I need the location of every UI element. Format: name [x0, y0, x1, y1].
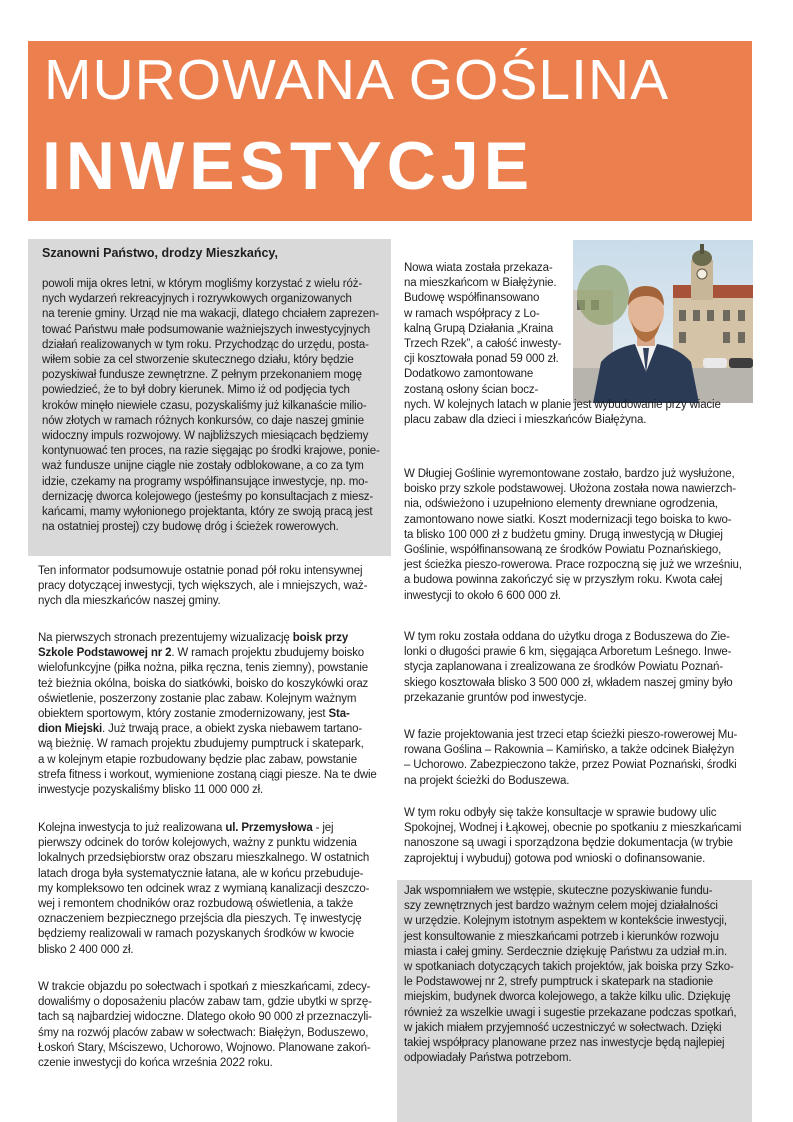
text-line: strefa fitness i workout, wymienione zostaną ciągi piesze. Na te dwie: [38, 768, 377, 781]
text-line: powiedzieć, że to był dobry kierunek. Mimo iż od podjęcia tych: [42, 384, 350, 397]
text-line: lonki o długości prawie 6 km, sięgająca Arboretum Leśnego. Inwe-: [404, 646, 732, 659]
text-line: tować Państwu małe podsumowanie ważniejszych inwestycyjnych: [42, 323, 370, 336]
text-line: stycja zaplanowana i zrealizowana ze środków Powiatu Poznań-: [404, 661, 723, 674]
przemyslowa-paragraph: [38, 821, 369, 958]
text-line: nych dla mieszkańców naszej gminy.: [38, 595, 221, 608]
text-line: jest konsultowanie z mieszkańcami potrzeb i kierunków rozwoju: [404, 930, 719, 943]
school-project-paragraph: [38, 631, 377, 798]
text-line: blisko 2 400 000 zł.: [38, 943, 134, 956]
text-line: odpowiadały Państwa potrzebom.: [404, 1052, 572, 1065]
text-line: Łoskoń Stary, Mściszewo, Uchorowo, Wojnowo. Planowane zakoń-: [38, 1041, 371, 1054]
text-line: boisko przy szkole podstawowej. Ułożona została nowa nawierzch-: [404, 483, 736, 496]
text-line: nych. W kolejnych latach w planie jest wybudowanie przy wiacie: [404, 398, 721, 411]
text-line: miejskim, budynek dworca kolejowego, a także kilku ulic. Dziękuję: [404, 991, 731, 1004]
greeting: Szanowni Państwo, drodzy Mieszkańcy,: [42, 246, 278, 260]
text-line: zostaną osłony ścian bocz-: [404, 383, 539, 396]
text-line: nych wydarzeń rekreacyjnych i rozrywkowych organizowanych: [42, 293, 352, 306]
text-line: nia, odświeżono i uzupełniono elementy drewniane ogrodzenia,: [404, 498, 718, 511]
text-line: Spokojnej, Wodnej i Łąkowej, obecnie po spotkaniu z mieszkańcami: [404, 822, 742, 835]
playgrounds-paragraph: [38, 980, 372, 1071]
text-line: na ostatniej prostej) czy budowę dróg i ścieżek rowerowych.: [42, 521, 339, 534]
town-name: MUROWANA GOŚLINA: [44, 48, 670, 112]
text-line: kańcami, mamy wyłonionego projektanta, który ze swoją pracą jest: [42, 506, 373, 519]
road-paragraph: [404, 630, 733, 706]
text-line: zamontowano nowe siatki. Koszt modernizacji tego boiska to kwo-: [404, 513, 732, 526]
text-line: waż fundusze unijne ciągle nie zostały odblokowane, a co za tym: [42, 460, 364, 473]
text-line: w urzędzie. Kolejnym istotnym aspektem w kontekście inwestycji,: [404, 915, 727, 928]
text-line: nanoszone są uwagi i sporządzona będzie dokumentacja (w trybie: [404, 837, 733, 850]
text-line: W tym roku została oddana do użytku droga z Boduszewa do Zie-: [404, 631, 730, 643]
text-line: Na pierwszych stronach prezentujemy wizualizację boisk przy: [38, 632, 349, 644]
dluga-goslina-paragraph: [404, 467, 742, 604]
text-line: na mieszkańcom w Białężynie.: [404, 277, 557, 290]
text-line: Goślinie, współfinansowaną ze środków Powiatu Poznańskiego,: [404, 544, 722, 557]
text-line: lokalnych przedsiębiorstw oraz obszaru mieszkalnego. W ostatnich: [38, 852, 370, 865]
text-line: W trakcie objazdu po sołectwach i spotkań z mieszkańcami, zdecy-: [38, 981, 371, 993]
text-line: latach droga była systematycznie łatana, ale w końcu przebuduje-: [38, 867, 364, 880]
bike-path-paragraph: [404, 728, 737, 789]
text-line: takiej współpracy planowane przez nas inwestycje będą najlepiej: [404, 1037, 725, 1050]
text-line: idzie, czekamy na programy współfinansujące inwestycje, np. mo-: [42, 475, 369, 488]
text-line: rowana Goślina – Rakownia – Kamińsko, a także odcinek Białężyn: [404, 744, 735, 757]
text-line: dowaliśmy o doposażeniu placów zabaw tam, gdzie ubytki w sprzę-: [38, 996, 372, 1009]
text-line: kroków minęło niewiele czasu, pozyskaliśmy już kilkanaście milio-: [42, 399, 367, 412]
text-line: oświetlenie, poszerzony zostanie plac zabaw. Kolejnym ważnym: [38, 692, 357, 705]
text-line: działań realizowanych w tym roku. Przychodząc do urzędu, posta-: [42, 338, 369, 351]
text-line: szy zewnętrznych jest bardzo ważnym celem mojej działalności: [404, 900, 718, 913]
text-line: przekazanie gruntów pod inwestycje.: [404, 691, 587, 704]
text-line: miasta i całej gminy. Serdecznie dziękuję Państwu za udział m.in.: [404, 945, 728, 958]
text-line: Kolejna inwestycja to już realizowana ul. Przemysłowa - jej: [38, 822, 334, 834]
text-line: wej i remontem chodników oraz rozbudową oświetlenia, a także: [38, 898, 354, 911]
text-line: oznaczeniem bezpiecznego przejścia dla pieszych. Tę inwestycję: [38, 913, 362, 926]
text-line: inwestycji to około 6 600 000 zł.: [404, 589, 561, 602]
text-line: widoczny impuls rozwojowy. W najbliższych miesiącach będziemy: [42, 430, 369, 443]
text-line: będziemy realizowali w ramach pozyskanych środków w kwocie: [38, 928, 354, 941]
text-line: Dodatkowo zamontowane: [404, 368, 534, 381]
text-line: Jak wspomniałem we wstępie, skuteczne pozyskiwanie fundu-: [404, 885, 713, 897]
page-headline: INWESTYCJE: [42, 128, 535, 204]
text-line: powoli mija okres letni, w którym mogliśmy korzystać z wielu róż-: [42, 278, 362, 290]
text-line: W Długiej Goślinie wyremontowane zostało, bardzo już wysłużone,: [404, 468, 735, 480]
shelter-paragraph: [404, 261, 721, 428]
text-line: wą bieżnię. W ramach projektu zbudujemy pumptruck i skatepark,: [38, 738, 364, 751]
text-line: a w kolejnym etapie rozbudowany będzie plac zabaw, powstanie: [38, 753, 357, 766]
text-line: Trzech Rzek”, a całość inwesty-: [404, 338, 562, 351]
text-line: w jakich miałem przyjemność uczestniczyć w sołectwach. Dzięki: [404, 1021, 722, 1034]
text-line: cji kosztowała ponad 59 000 zł.: [404, 353, 559, 366]
text-line: na projekt ścieżki do Boduszewa.: [404, 774, 570, 787]
text-line: a budowa powinna zakończyć się w przyszłym roku. Kwota całej: [404, 574, 723, 587]
text-line: śmy na rozwój placów zabaw w sołectwach: Białężyn, Boduszewo,: [38, 1026, 369, 1039]
text-line: w spotkaniach dotyczących takich projektów, jak boiska przy Szko-: [404, 961, 734, 974]
text-line: tach są najbardziej widoczne. Dlatego około 90 000 zł przeznaczyli-: [38, 1011, 372, 1024]
text-line: W fazie projektowania jest trzeci etap ścieżki pieszo-rowerowej Mu-: [404, 729, 738, 741]
text-line: kalną Grupą Działania „Kraina: [404, 322, 554, 335]
text-line: obiektem sportowym, który zostanie zmodernizowany, jest Sta-: [38, 708, 350, 721]
intro-paragraph: [42, 277, 380, 535]
text-line: my kompleksowo ten odcinek wraz z wymianą kanalizacji deszczo-: [38, 882, 370, 895]
text-line: inwestycje pozyskaliśmy blisko 11 000 000 zł.: [38, 784, 264, 797]
closing-paragraph: [404, 884, 736, 1066]
text-line: zaprojektuj i wybuduj) gotowa pod wnioski o dofinansowanie.: [404, 852, 706, 865]
text-line: czenie inwestycji do końca września 2022 roku.: [38, 1057, 273, 1070]
text-line: skiego kosztowała blisko 3 500 000 zł, wkładem naszej gminy było: [404, 676, 733, 689]
text-line: jest ścieżka pieszo-rowerowa. Prace rozpoczną się już we wrześniu,: [404, 559, 742, 572]
text-line: dion Miejski. Już trwają prace, a obiekt zyska niebawem tartano-: [38, 723, 363, 736]
text-line: placu zabaw dla dzieci i mieszkańców Białężyna.: [404, 414, 647, 427]
text-line: kontynuować ten proces, na razie sięgając po środki krajowe, ponie-: [42, 445, 380, 458]
text-line: na terenie gminy. Urząd nie ma wakacji, dlatego chciałem zaprezen-: [42, 308, 379, 321]
text-line: również za wszelkie uwagi i sugestie przekazane podczas spotkań,: [404, 1006, 737, 1019]
text-line: Szkole Podstawowej nr 2. W ramach projektu zbudujemy boisko: [38, 647, 365, 660]
text-line: nów złotych w ramach różnych konkursów, co daje naszej gminie: [42, 414, 364, 427]
text-line: wiłem sobie za cel stworzenie skutecznego działu, który będzie: [42, 354, 354, 367]
text-line: pierwszy odcinek do torów kolejowych, ważny z punktu widzenia: [38, 837, 357, 850]
text-line: le Podstawowej nr 2, strefy pumptruck i skatepark na stadionie: [404, 976, 714, 989]
text-line: w ramach współpracy z Lo-: [404, 307, 540, 320]
text-line: Budowę współfinansowano: [404, 292, 540, 305]
text-line: też bieżnia okólna, boiska do siatkówki, boisko do koszykówki oraz: [38, 677, 369, 690]
text-line: dernizację dworca kolejowego (jesteśmy po konsultacjach z miesz-: [42, 490, 374, 503]
text-line: pracy dotyczącej inwestycji, tych większych, ale i mniejszych, waż-: [38, 580, 368, 593]
text-line: W tym roku odbyły się także konsultacje w sprawie budowy ulic: [404, 807, 717, 819]
text-line: Ten informator podsumowuje ostatnie ponad pół roku intensywnej: [38, 565, 363, 577]
consultations-paragraph: [404, 806, 741, 867]
text-line: – Uchorowo. Zabezpieczono także, przez Powiat Poznański, środki: [404, 759, 737, 772]
text-line: ta blisko 100 000 zł z budżetu gminy. Drugą inwestycją w Długiej: [404, 528, 723, 541]
text-line: pozyskiwał fundusze zewnętrzne. Z pełnym przekonaniem mogę: [42, 369, 362, 382]
text-line: wielofunkcyjne (piłka nożna, piłka ręczna, tenis ziemny), powstanie: [38, 662, 369, 675]
text-line: Nowa wiata została przekaza-: [404, 262, 553, 274]
summary-paragraph: [38, 564, 367, 610]
